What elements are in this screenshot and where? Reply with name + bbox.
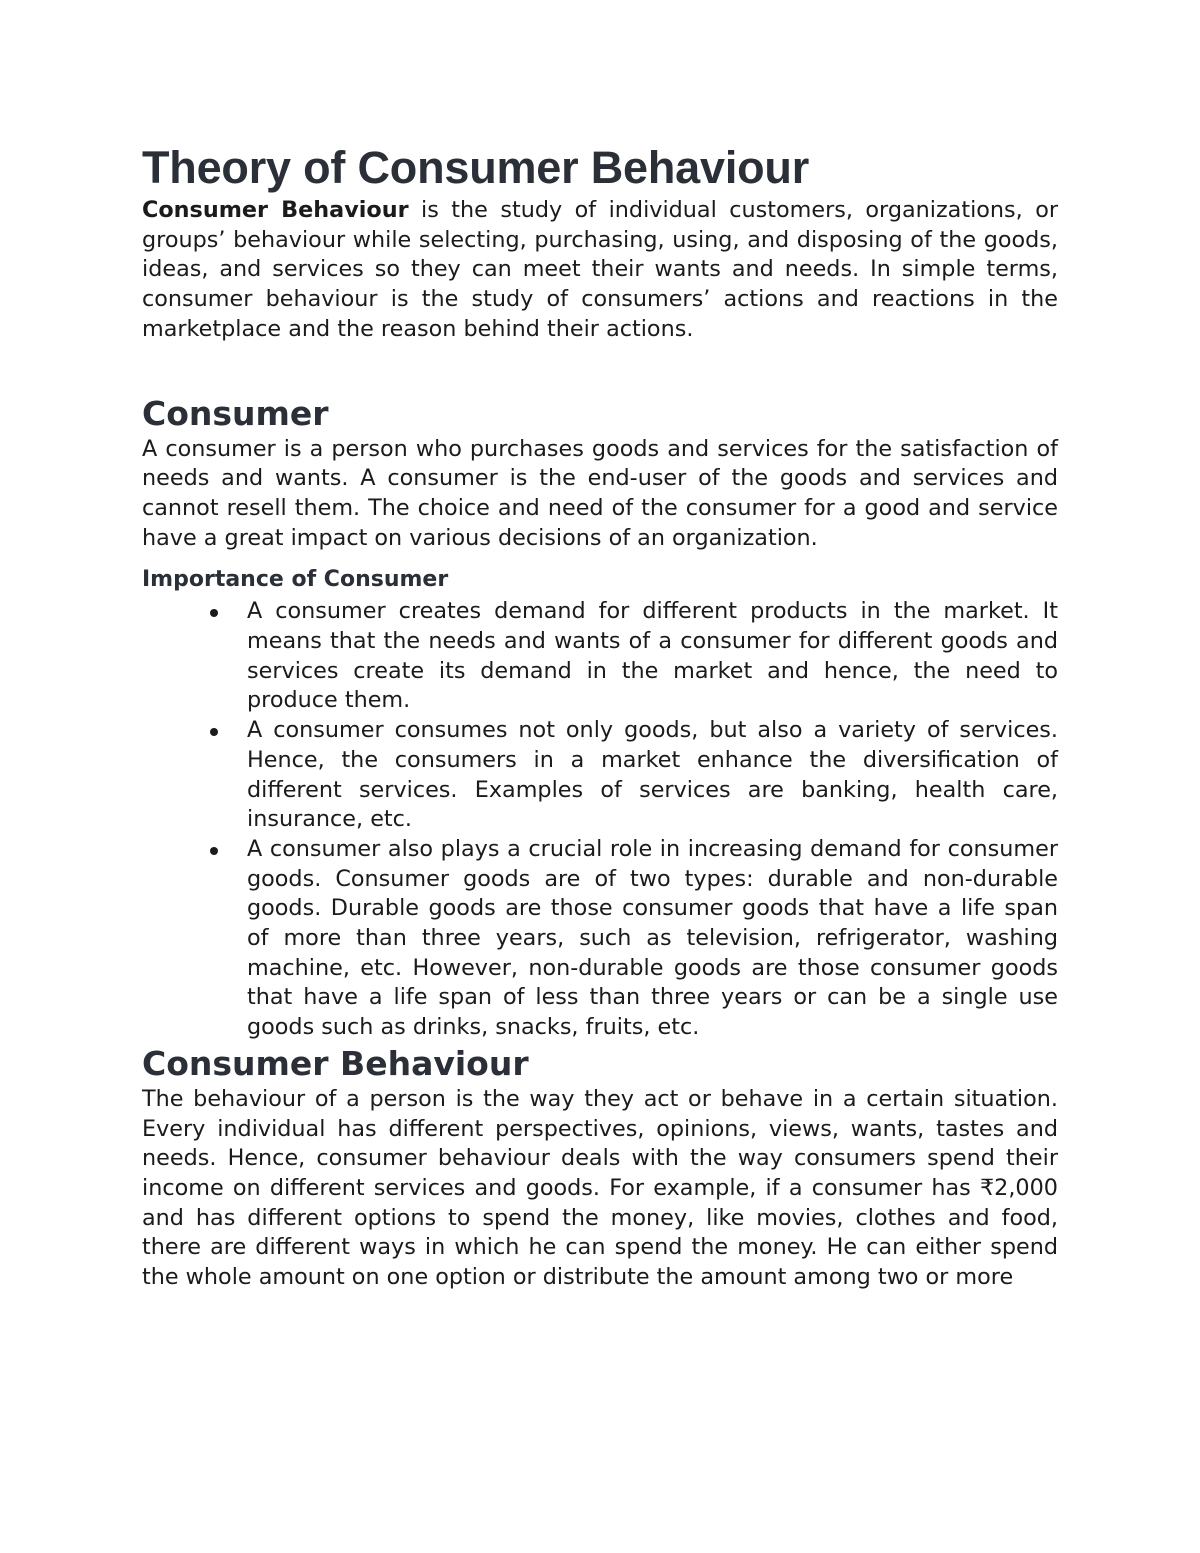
intro-paragraph — [142, 196, 1058, 345]
intro-text: is the study of individual customers, organizations, or groups’ behaviour while selecting, purchasing, using, and disposing of the goods, ideas, and services so they can meet their wants and needs. In simple terms, consumer behaviour is the study of consumers’ actions and reactions in the marketplace and the reason behind their actions. — [142, 197, 1059, 342]
list-item-text: A consumer consumes not only goods, but also a variety of services. Hence, the consumers in a market enhance the diversification of different services. Examples of services are banking, health care, insurance, etc. — [247, 717, 1058, 833]
consumer-behaviour-paragraph: The behaviour of a person is the way they act or behave in a certain situation. Every individual has different perspectives, opinions, views, wants, tastes and needs. Hence, consumer behaviour deals with the way consumers spend their income on different services and goods. For example, if a consumer has ₹2,000 and has different options to spend the money, like movies, clothes and food, there are different ways in which he can spend the money. He can either spend the whole amount on one option or distribute the amount among two or more — [142, 1085, 1058, 1291]
list-item-text: A consumer also plays a crucial role in increasing demand for consumer goods. Consumer goods are of two types: durable and non-durable goods. Durable goods are those consumer goods that have a life span of more than three years, such as television, refrigerator, washing machine, etc. However, non-durable goods are those consumer goods that have a life span of less than three years or can be a single use goods such as drinks, snacks, fruits, etc. — [247, 835, 1058, 1041]
consumer-heading: Consumer — [142, 393, 329, 433]
spacer — [142, 345, 1058, 393]
bullet-icon — [210, 847, 218, 855]
intro-bold-lead: Consumer Behaviour — [142, 197, 409, 223]
list-item — [142, 835, 1058, 1043]
importance-list — [142, 597, 1058, 1043]
list-item — [142, 716, 1058, 835]
bullet-icon — [210, 609, 218, 617]
consumer-paragraph: A consumer is a person who purchases goods and services for the satisfaction of needs and wants. A consumer is the end-user of the goods and services and cannot resell them. The choice and need of the consumer for a good and service have a great impact on various decisions of an organization. — [142, 435, 1058, 551]
consumer-behaviour-heading: Consumer Behaviour — [142, 1043, 529, 1083]
list-item-text: A consumer creates demand for different products in the market. It means that the needs and wants of a consumer for different goods and services create its demand in the market and hence, the need to produce them. — [247, 598, 1058, 714]
spacer — [142, 553, 1058, 563]
document-title: Theory of Consumer Behaviour — [142, 142, 810, 193]
importance-heading: Importance of Consumer — [142, 567, 449, 593]
list-item — [142, 597, 1058, 716]
bullet-icon — [210, 728, 218, 736]
document-page — [142, 140, 1058, 1293]
